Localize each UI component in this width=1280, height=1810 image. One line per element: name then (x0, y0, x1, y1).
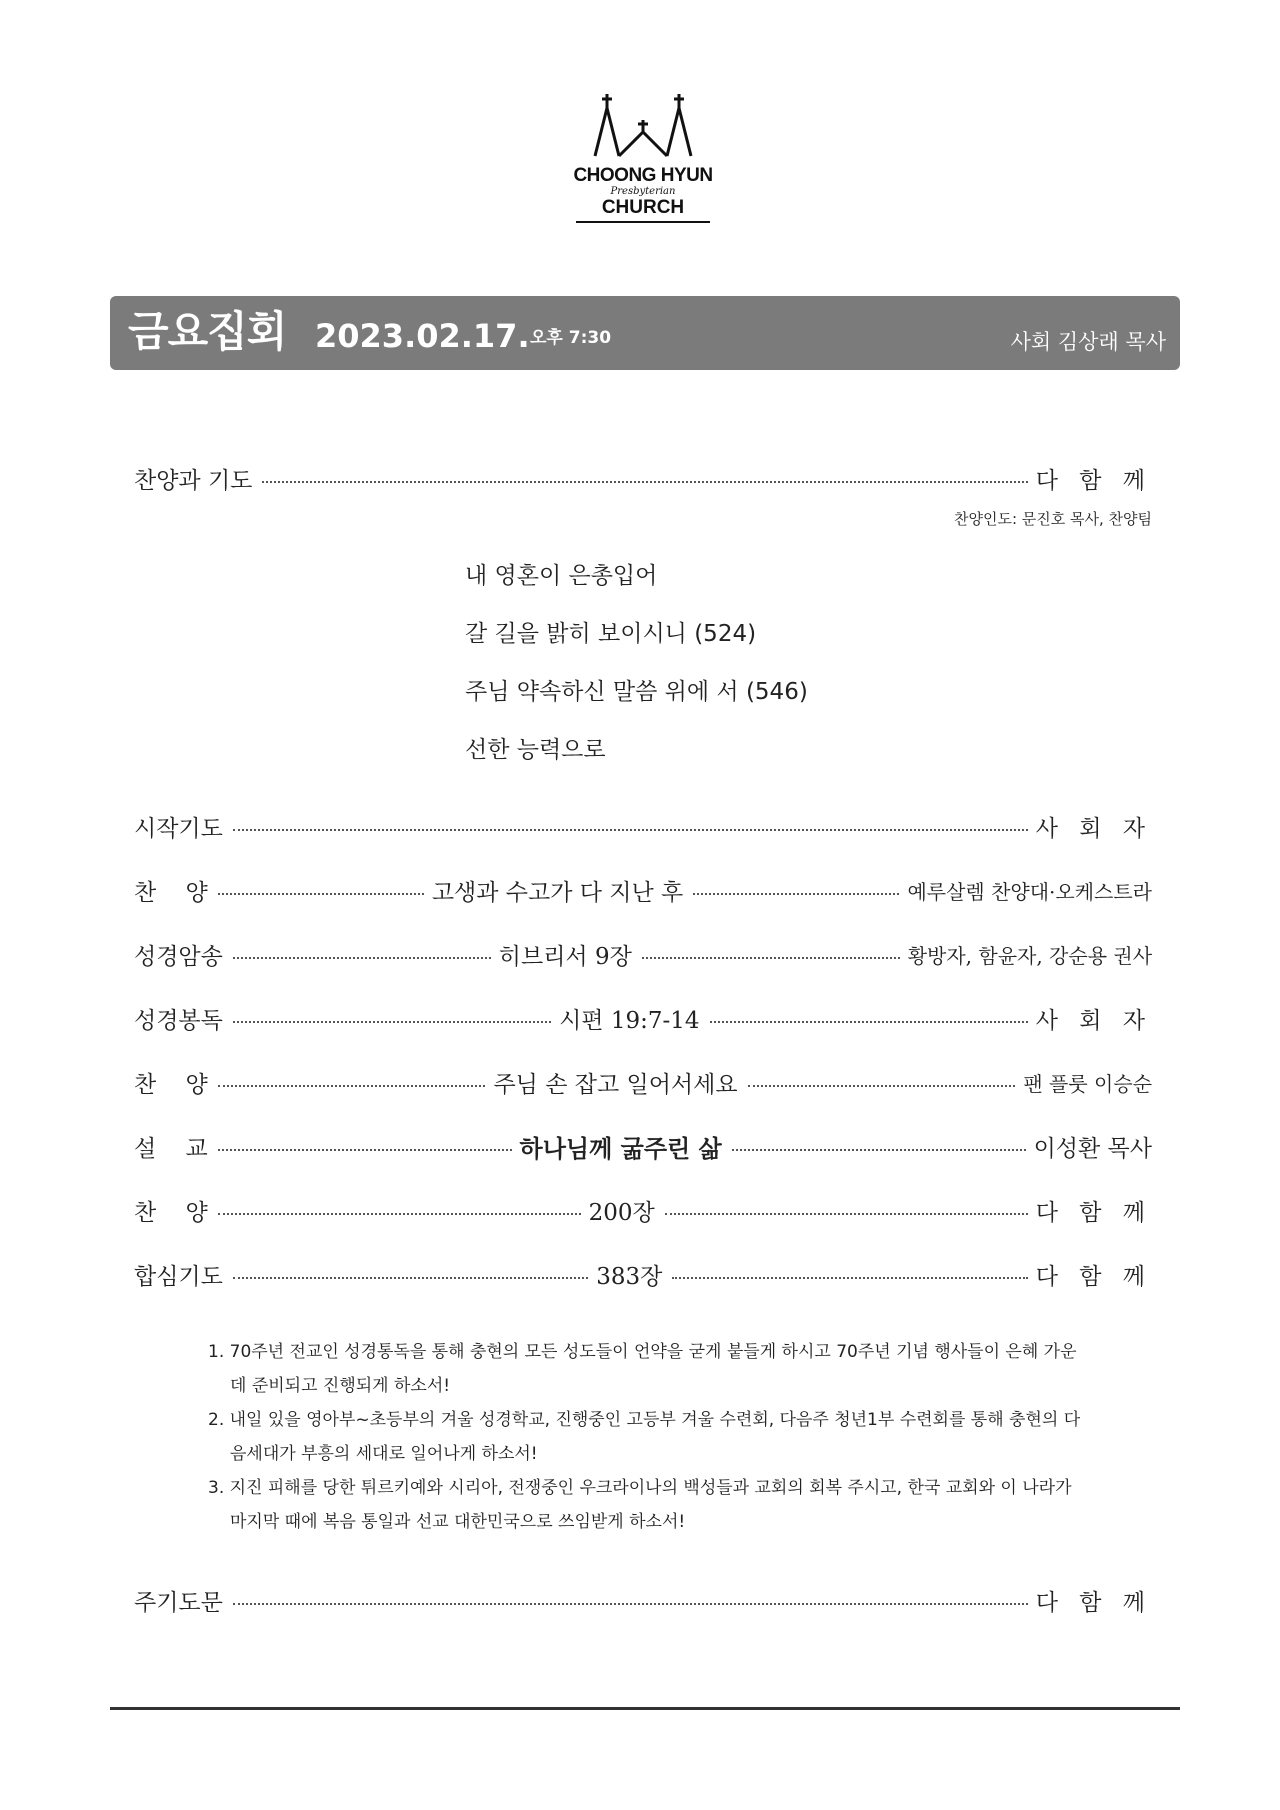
church-logo (568, 92, 718, 223)
service-leader: 사회 김상래 목사 (1010, 330, 1166, 354)
order-label: 시작기도 (134, 815, 223, 842)
order-item-title: 383장 (596, 1263, 663, 1290)
order-performer: 다 함 께 (1035, 1199, 1152, 1226)
church-crosses-icon (583, 92, 703, 162)
order-row-scripture-reading (134, 998, 1152, 1038)
order-row-hymn-3 (134, 1190, 1152, 1230)
order-performer: 팬 플룻 이승순 (1023, 1071, 1153, 1096)
prayer-item: 3. 지진 피해를 당한 튀르키예와 시리아, 전쟁중인 우크라이나의 백성들과 교회의 회복 주시고, 한국 교회와 이 나라가 마지막 때에 복음 통일과 선교 대한민국으로 쓰임받게 하소서! (208, 1478, 1072, 1532)
song-list (465, 556, 808, 788)
dot-leader (233, 957, 491, 959)
order-item-title: 히브리서 9장 (498, 943, 632, 970)
prayer-item: 1. 70주년 전교인 성경통독을 통해 충현의 모든 성도들이 언약을 굳게 붙들게 하시고 70주년 기념 행사들이 은혜 가운데 준비되고 진행되게 하소서! (208, 1342, 1077, 1396)
dot-leader (233, 1277, 588, 1279)
order-performer: 황방자, 함윤자, 강순용 권사 (907, 943, 1153, 968)
prayer-item: 2. 내일 있을 영아부~초등부의 겨울 성경학교, 진행중인 고등부 겨울 수련회, 다음주 청년1부 수련회를 통해 충현의 다음세대가 부흥의 세대로 일어나게 하소서! (208, 1410, 1081, 1464)
service-header-banner (110, 296, 1180, 370)
order-row-opening-prayer (134, 806, 1152, 846)
order-row-joint-prayer (134, 1254, 1152, 1294)
dot-leader (732, 1149, 1026, 1151)
logo-line-1: CHOONG HYUN (573, 165, 713, 186)
dot-leader (665, 1213, 1028, 1215)
order-performer: 다 함 께 (1035, 1589, 1152, 1616)
song-item: 주님 약속하신 말씀 위에 서 (546) (465, 679, 808, 705)
order-row-worship-prayer (134, 458, 1152, 498)
dot-leader (218, 893, 424, 895)
dot-leader (218, 1213, 581, 1215)
dot-leader (642, 957, 900, 959)
order-label: 설 교 (134, 1135, 208, 1162)
dot-leader (710, 1021, 1028, 1023)
prayer-topics (208, 1335, 1088, 1539)
order-row-lords-prayer (134, 1580, 1152, 1620)
order-label: 주기도문 (134, 1589, 223, 1616)
order-performer: 사 회 자 (1035, 815, 1152, 842)
order-label: 성경암송 (134, 943, 223, 970)
sermon-title: 하나님께 굶주린 삶 (519, 1133, 722, 1163)
service-title: 금요집회 (128, 307, 287, 356)
order-label: 합심기도 (134, 1263, 223, 1290)
order-performer: 사 회 자 (1035, 1007, 1152, 1034)
order-performer: 이성환 목사 (1033, 1135, 1152, 1162)
dot-leader (262, 481, 1027, 483)
order-row-scripture-memorization (134, 934, 1152, 974)
order-label: 찬 양 (134, 1199, 208, 1226)
order-row-hymn-2 (134, 1062, 1152, 1102)
dot-leader (218, 1149, 512, 1151)
service-date: 2023.02.17. (315, 317, 530, 355)
order-label: 찬 양 (134, 879, 208, 906)
order-label: 찬양과 기도 (134, 467, 253, 494)
order-item-title: 시편 19:7-14 (559, 1007, 700, 1034)
order-item-title: 주님 손 잡고 일어서세요 (493, 1071, 738, 1098)
order-label: 찬 양 (134, 1071, 208, 1098)
dot-leader (693, 893, 899, 895)
song-item: 갈 길을 밝히 보이시니 (524) (465, 621, 757, 647)
song-item: 내 영혼이 은총입어 (465, 563, 658, 589)
dot-leader (218, 1085, 486, 1087)
order-label: 성경봉독 (134, 1007, 223, 1034)
dot-leader (233, 1603, 1028, 1605)
worship-leader-note: 찬양인도: 문진호 목사, 찬양팀 (953, 510, 1152, 528)
service-time: 오후 7:30 (530, 328, 612, 348)
order-item-title: 고생과 수고가 다 지난 후 (431, 879, 684, 906)
order-item-title: 200장 (588, 1199, 655, 1226)
order-row-hymn-1 (134, 870, 1152, 910)
logo-underline (576, 221, 710, 223)
order-row-sermon (134, 1126, 1152, 1166)
dot-leader (672, 1277, 1027, 1279)
dot-leader (233, 1021, 551, 1023)
order-performer: 다 함 께 (1035, 1263, 1152, 1290)
dot-leader (233, 829, 1028, 831)
dot-leader (748, 1085, 1016, 1087)
order-performer: 다 함 께 (1035, 467, 1152, 494)
logo-line-2: Presbyterian (610, 186, 676, 197)
song-item: 선한 능력으로 (465, 737, 606, 763)
logo-line-3: CHURCH (601, 197, 685, 218)
order-performer: 예루살렘 찬양대·오케스트라 (907, 879, 1152, 904)
footer-divider (110, 1707, 1180, 1710)
